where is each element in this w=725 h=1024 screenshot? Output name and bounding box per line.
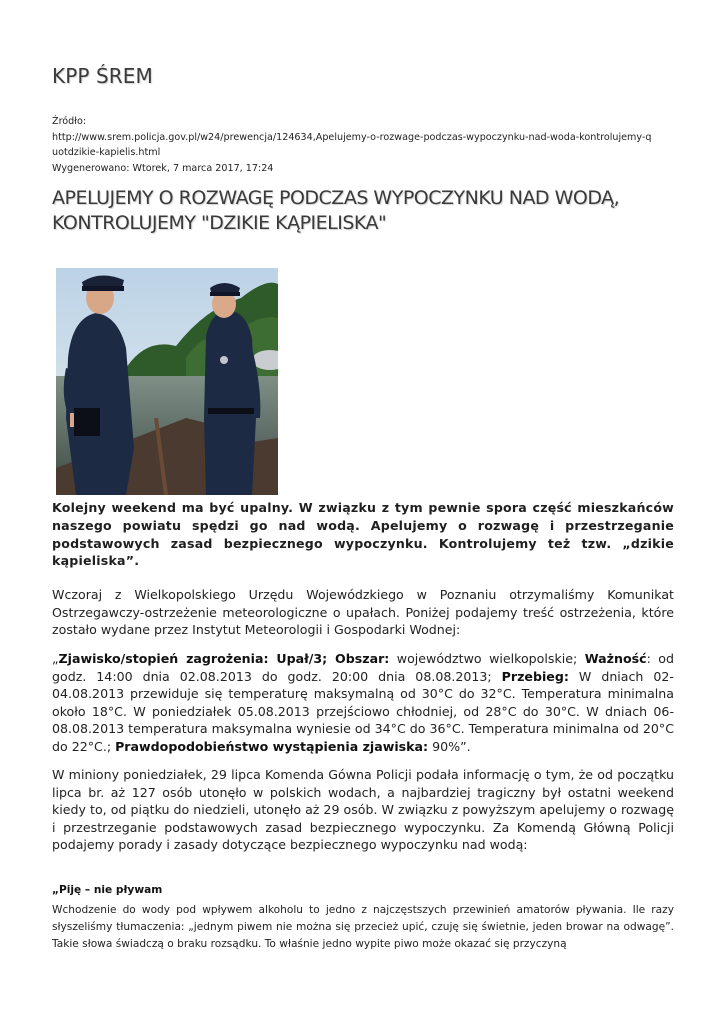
source-url-line-2[interactable]: uotdzikie-kapielis.html bbox=[52, 147, 161, 158]
source-meta bbox=[52, 114, 674, 176]
warning-text-probability: 90%”. bbox=[428, 738, 471, 754]
article-title-line-1: APELUJEMY O ROZWAGĘ PODCZAS WYPOCZYNKU NAD WODĄ, bbox=[52, 187, 620, 209]
article-title bbox=[52, 186, 674, 235]
section-subheading: „Piję – nie pływam bbox=[52, 884, 163, 896]
source-url-line-1[interactable]: http://www.srem.policja.gov.pl/w24/prewencja/124634,Apelujemy-o-rozwage-podczas-wypoczynku-nad-woda-kontrolujemy-q bbox=[52, 131, 652, 143]
warning-text-validity: : od godz. 14:00 dnia 02.08.2013 do godz. 20:00 dnia 08.08.2013; bbox=[52, 651, 675, 684]
section-text: Wchodzenie do wody pod wpływem alkoholu to jedno z najczęstszych przewinień amatorów pływania. Ile razy słyszeliśmy tłumaczenia: „jednym piwem nie można się przecież upić, czuję się świetnie, jeden browar na odwagę”. Takie słowa świadczą o braku rozsądku. To właśnie jedno wypite piwo może okazać się przyczyną bbox=[52, 904, 674, 951]
paragraph-3: W miniony poniedziałek, 29 lipca Komenda Gówna Policji podała informację o tym, że od początku lipca br. aż 127 osób utonęło w polskich wodach, a najbardziej tragiczny był ostatni weekend kiedy to, od piątku do niedzieli, utonęło aż 29 osób. W związku z powyższym apelujemy o rozwagę i przestrzeganie podstawowych zasad bezpiecznego wypoczynku. Za Komendą Główną Policji podajemy porady i zasady dotyczące bezpiecznego wypoczynku nad wodą: bbox=[52, 767, 674, 853]
paragraph-1: Wczoraj z Wielkopolskiego Urzędu Wojewódzkiego w Poznaniu otrzymaliśmy Komunikat Ostrzegawczy-ostrzeżenie meteorologiczne o upałach. Poniżej podajemy treść ostrzeżenia, które zostało wydane przez Instytut Meteorologii i Gospodarki Wodnej: bbox=[52, 587, 674, 638]
article-photo bbox=[56, 268, 278, 495]
paragraph-warning bbox=[52, 650, 674, 756]
warning-text-course: W dniach 02-04.08.2013 przewiduje się temperaturę maksymalną od 30°C do 32°C. Temperatura minimalna około 18°C. W poniedziałek 05.08.2013 przejściowo chłodniej, od 28°C do 30°C. W dniach 06-08.08.2013 temperatura maksymalna wyniesie od 34°C do 36°C. Temperatura minimalna od 20°C do 22°C.; bbox=[52, 668, 674, 754]
warning-label-course: Przebieg: bbox=[501, 668, 569, 684]
warning-label-validity: Ważność bbox=[584, 651, 647, 666]
article-lead: Kolejny weekend ma być upalny. W związku z tym pewnie spora część mieszkańców naszego powiatu spędzi go nad wodą. Apelujemy o rozwagę i przestrzeganie podstawowych zasad bezpiecznego wypoczynku. Kontrolujemy też tzw. „dzikie kąpieliska”. bbox=[52, 500, 674, 569]
warning-text-area: województwo wielkopolskie; bbox=[389, 651, 585, 666]
article-title-line-2: KONTROLUJEMY "DZIKIE KĄPIELISKA" bbox=[52, 211, 387, 234]
warning-label-type: Zjawisko/stopień zagrożenia: Upał/3; Obszar: bbox=[58, 651, 390, 666]
site-title: KPP ŚREM bbox=[52, 64, 153, 88]
source-label: Źródło: bbox=[52, 116, 87, 127]
generated-date: Wygenerowano: Wtorek, 7 marca 2017, 17:24 bbox=[52, 162, 274, 174]
open-quote: „ bbox=[52, 651, 59, 666]
warning-label-probability: Prawdopodobieństwo wystąpienia zjawiska: bbox=[115, 738, 429, 754]
